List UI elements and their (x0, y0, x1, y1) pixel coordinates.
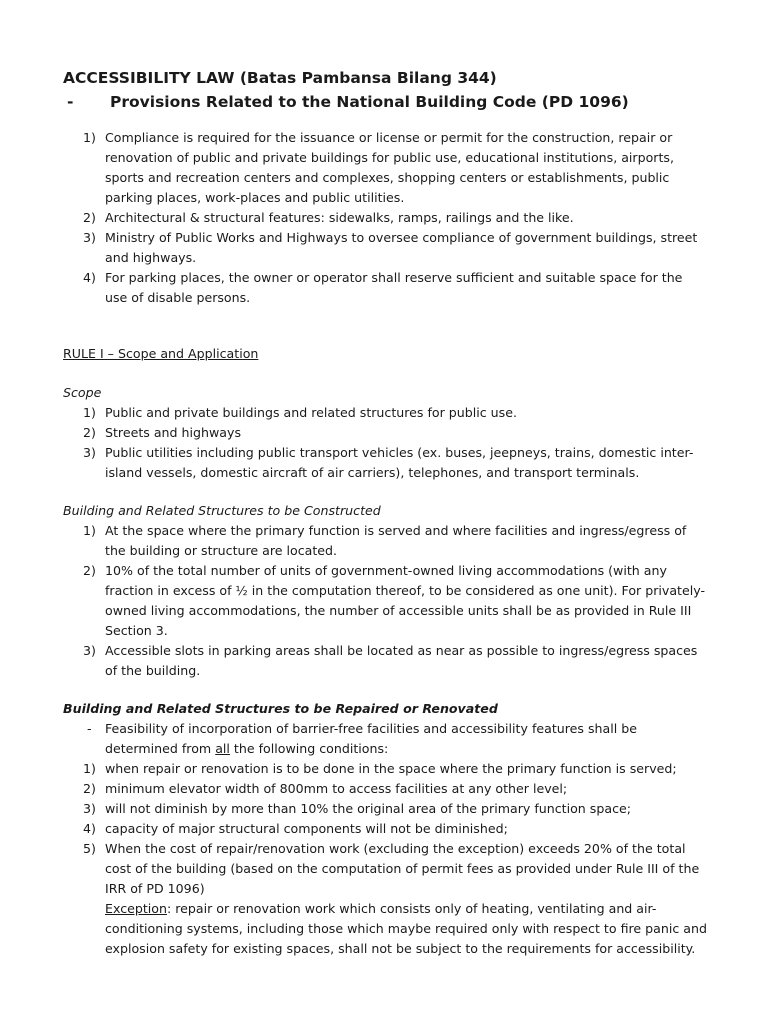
item-text (105, 719, 708, 759)
item-text: For parking places, the owner or operator shall reserve sufficient and suitable space for the use of disable persons. (105, 270, 683, 305)
list-item (63, 839, 708, 959)
renovated-intro (63, 719, 708, 759)
item-number: 3) (83, 230, 96, 245)
item-number: 2) (83, 563, 96, 578)
item-text: Architectural & structural features: sidewalks, ramps, railings and the like. (105, 210, 574, 225)
list-item (63, 819, 708, 839)
intro-text-after: the following conditions: (229, 741, 389, 756)
item-number: 1) (83, 523, 96, 538)
constructed-list (63, 521, 708, 681)
list-item (63, 443, 708, 483)
item-number: 1) (83, 761, 96, 776)
item-text: Accessible slots in parking areas shall be located as near as possible to ingress/egress spaces of the building. (105, 643, 698, 678)
item-number: 3) (83, 801, 96, 816)
document-subtitle (63, 90, 708, 114)
item-number: 3) (83, 643, 96, 658)
item-text: At the space where the primary function is served and where facilities and ingress/egress of the building or structure are located. (105, 523, 687, 558)
list-item (63, 208, 708, 228)
item-text: 10% of the total number of units of government-owned living accommodations (with any fraction in excess of ½ in the computation thereof, to be considered as one unit). For privately-owned living accommodations, the number of accessible units shall be as provided in Rule III Section 3. (105, 563, 706, 638)
list-item (63, 423, 708, 443)
item-text: Ministry of Public Works and Highways to oversee compliance of government buildings, street and highways. (105, 230, 698, 265)
scope-list (63, 403, 708, 483)
item5-text: When the cost of repair/renovation work (excluding the exception) exceeds 20% of the total cost of the building (based on the computation of permit fees as provided under Rule III of the IRR of PD 1096) (105, 841, 700, 896)
item-number: 2) (83, 210, 96, 225)
list-item (63, 779, 708, 799)
item-number: 2) (83, 781, 96, 796)
rule-heading: RULE I – Scope and Application (63, 346, 259, 361)
renovated-list (63, 759, 708, 959)
item-text: Streets and highways (105, 425, 242, 440)
item-number: 1) (83, 130, 96, 145)
intro-text-before: Feasibility of incorporation of barrier-free facilities and accessibility features shall be determined from (105, 721, 637, 756)
provisions-list (63, 128, 708, 308)
item-text (105, 839, 708, 959)
list-item (63, 268, 708, 308)
intro-text-underlined: all (215, 741, 230, 756)
item-number: 4) (83, 821, 96, 836)
list-item (63, 641, 708, 681)
item-number: 5) (83, 841, 96, 856)
list-item (63, 128, 708, 208)
subtitle-dash: - (67, 93, 74, 111)
list-item (63, 759, 708, 779)
item-number: 1) (83, 405, 96, 420)
item-text: Public and private buildings and related structures for public use. (105, 405, 517, 420)
item-text: Public utilities including public transport vehicles (ex. buses, jeepneys, trains, domestic inter-island vessels, domestic aircraft of air carriers), telephones, and transport terminals. (105, 445, 694, 480)
exception-text: : repair or renovation work which consists only of heating, ventilating and air-conditioning systems, including those which maybe required only with respect to fire panic and explosion safety for existing spaces, shall not be subject to the requirements for accessibility. (105, 901, 707, 956)
exception-label: Exception (105, 901, 167, 916)
item-number: 2) (83, 425, 96, 440)
item-text: will not diminish by more than 10% the original area of the primary function space; (105, 801, 631, 816)
renovated-heading: Building and Related Structures to be Repaired or Renovated (63, 701, 498, 716)
list-item (63, 561, 708, 641)
list-item (63, 521, 708, 561)
item-text: when repair or renovation is to be done in the space where the primary function is served; (105, 761, 677, 776)
scope-heading: Scope (63, 385, 102, 400)
subtitle-text: Provisions Related to the National Building Code (PD 1096) (110, 93, 629, 111)
item-number: 4) (83, 270, 96, 285)
list-item (63, 799, 708, 819)
list-item (63, 228, 708, 268)
item-dash: - (87, 721, 92, 736)
constructed-heading: Building and Related Structures to be Constructed (63, 503, 381, 518)
list-item (63, 719, 708, 759)
document-title: ACCESSIBILITY LAW (Batas Pambansa Bilang 344) (63, 69, 497, 87)
list-item (63, 403, 708, 423)
item-number: 3) (83, 445, 96, 460)
item-text: Compliance is required for the issuance or license or permit for the construction, repair or renovation of public and private buildings for public use, educational institutions, airports, sports and recreation centers and complexes, shopping centers or establishments, public parking places, work-places and public utilities. (105, 130, 674, 205)
item-text: capacity of major structural components will not be diminished; (105, 821, 508, 836)
item-text: minimum elevator width of 800mm to access facilities at any other level; (105, 781, 568, 796)
